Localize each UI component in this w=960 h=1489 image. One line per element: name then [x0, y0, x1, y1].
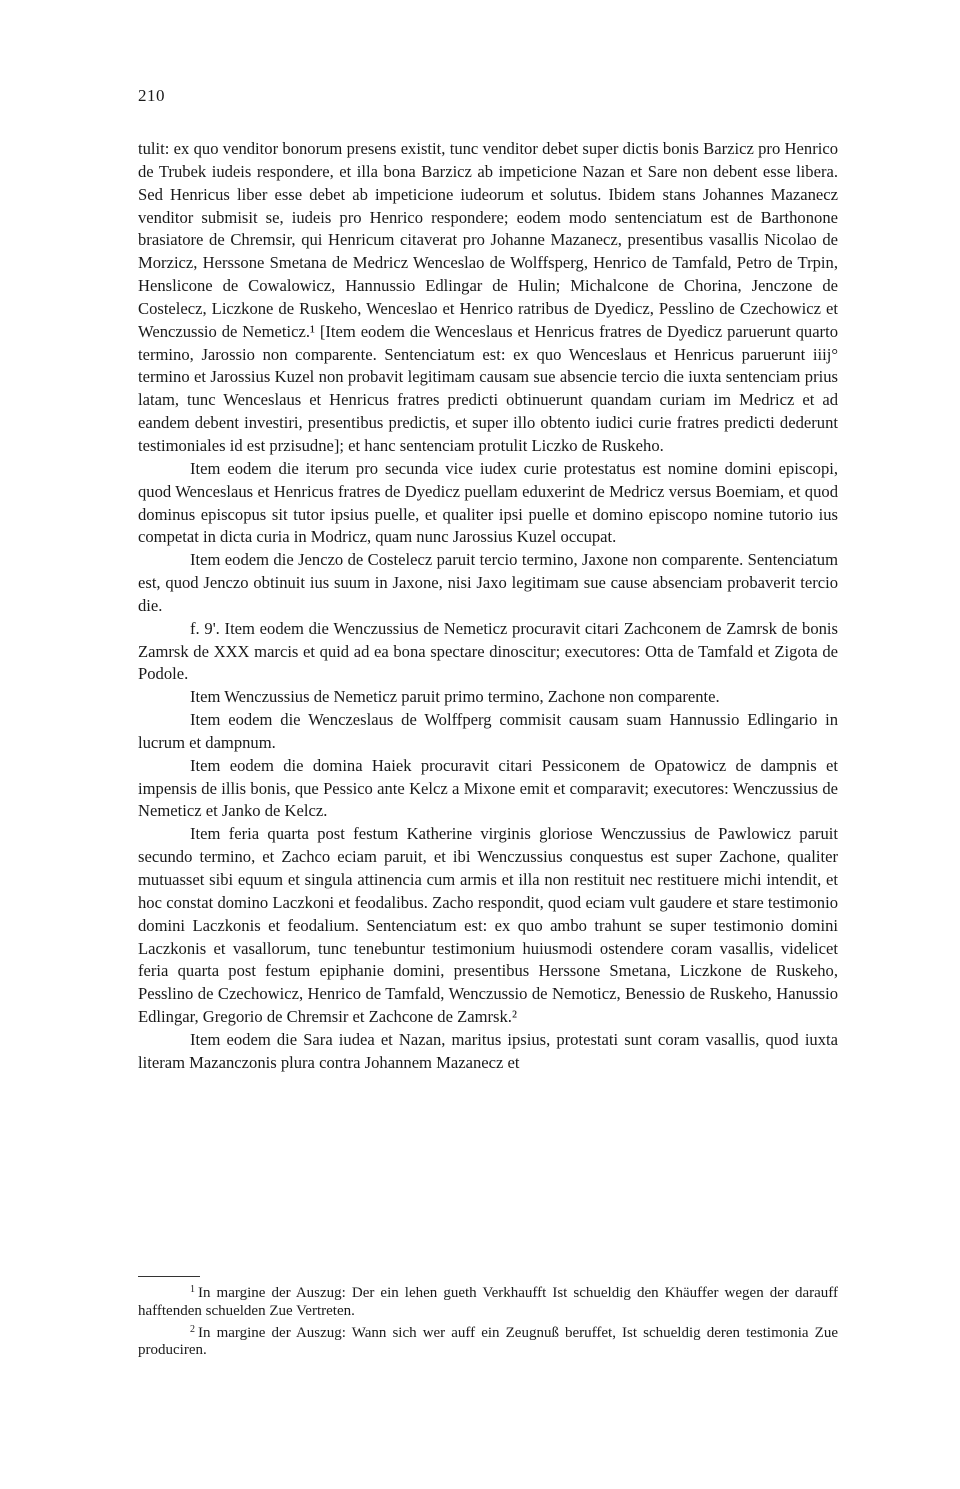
footnote-text: In margine der Auszug: Der ein lehen gueth Verkhaufft Ist schueldig den Khäuffer wegen der darauff hafftenden schuelden Zue Vertreten.: [138, 1285, 838, 1319]
paragraph: f. 9'. Item eodem die Wenczussius de Nemeticz procuravit citari Zachconem de Zamrsk de bonis Zamrsk de XXX marcis et quid ad ea bona spectare dinoscitur; executores: Otta de Tamfald et Zigota de Podole.: [138, 618, 838, 684]
footnote-mark: 1: [190, 1284, 195, 1295]
page-number: 210: [138, 86, 165, 105]
footnote-text: In margine der Auszug: Wann sich wer auff ein Zeugnuß beruffet, Ist schueldig deren testimonia Zue produciren.: [138, 1324, 838, 1359]
paragraph: Item eodem die Jenczo de Costelecz paruit tercio termino, Jaxone non comparente. Sentenciatum est, quod Jenczo obtinuit ius suum in Jaxone, nisi Jaxo legitimam sue cause absenciam probaverit tercio die.: [138, 550, 838, 615]
paragraph: Item eodem die Sara iudea et Nazan, maritus ipsius, protestati sunt coram vasallis, quod iuxta literam Mazanczonis plura contra Johannem Mazanecz et: [138, 1029, 838, 1072]
footnote-divider: [138, 1276, 200, 1277]
footnote: [138, 1321, 838, 1361]
paragraph: tulit: ex quo venditor bonorum presens existit, tunc venditor debet super dictis bonis Barzicz pro Henrico de Trubek iudeis respondere, et illa bona Barzicz ab impeticione Nazan et Sare non debent esse libera. Sed Henricus liber esse debet ab impeticione iudeorum et solutus. Ibidem stans Johannes Mazanecz venditor submisit se, iudeis pro Henrico respondere; eodem modo sentenciatum est de Barthonone brasiatore de Chremsir, qui Henricum citaverat pro Johanne Mazanecz, presentibus vasallis Nicolao de Morzicz, Herssone Smetana de Medricz Wenceslao de Wolffsperg, Henrico de Tamfald, Petro de Trpin, Henslicone de Cowalowicz, Hannussio Edlingar de Hulin; Michalcone de Chorina, Jenczone de Costelecz, Liczkone de Ruskeho, Wenceslao et Henrico ratribus de Dyedicz, Pesslino de Czechowicz et Wenczussio de Nemeticz.¹ [Item eodem die Wenceslaus et Henricus fratres de Dyedicz paruerunt quarto termino, Jarossio non comparente. Sentenciatum est: ex quo Wenceslaus et Henricus paruerunt iiij° termino et Jarossius Kuzel non probavit legitimam causam sue absencie tercio die iuxta sentenciam prius latam, tunc Wenceslaus et Henricus fratres predicti obtinuerunt quandam curiam im Medricz et ad eandem debent investiri, presentibus predictis, et super illo obtento iudici curie fratres predicti dederunt testimoniales id est przisudne]; et hanc sentenciam protulit Liczko de Ruskeho.: [138, 139, 838, 455]
paragraph: Item feria quarta post festum Katherine virginis gloriose Wenczussius de Pawlowicz paruit secundo termino, et Zachco eciam paruit, et ibi Wenczussius conquestus est super Zachone, qualiter mutuasset sibi equum et singula attinencia cum armis et illa non restituit nec restituere michi intendit, et hoc constat domino Laczkoni et feodalibus. Zacho respondit, quod eciam vult gaudere et stare testimonio domini Laczkonis et feodalium. Sentenciatum est: ex quo ambo trahunt se super testimonio domini Laczkonis et vasallorum, tunc tenebuntur testimonium huiusmodi ostendere coram vasallis, videlicet feria quarta post festum epiphanie domini, presentibus Herssone Smetana, Liczkone de Ruskeho, Pesslino de Czechowicz, Henrico de Tamfald, Wenczussio de Nemoticz, Benessio de Ruskeho, Hanussio Edlingar, Gregorio de Chremsir et Zachcone de Zamrsk.²: [138, 824, 838, 1027]
footnotes: [138, 1281, 838, 1360]
paragraph: Item Wenczussius de Nemeticz paruit primo termino, Zachone non comparente.: [190, 687, 720, 707]
main-text: [138, 138, 838, 1075]
footnote-mark: 2: [190, 1323, 195, 1335]
paragraph: Item eodem die domina Haiek procuravit citari Pessiconem de Opatowicz de dampnis et impensis de illis bonis, que Pessico ante Kelcz a Mixone emit et comparavit; executores: Wenczussius de Nemeticz et Janko de Kelcz.: [138, 755, 838, 821]
paragraph: Item eodem die iterum pro secunda vice iudex curie protestatus est nomine domini episcopi, quod Wenceslaus et Henricus fratres de Dyedicz puellam eduxerint de Medricz versus Boemiam, et quod dominus episcopus sit tutor ipsius puelle, et qualiter ipsi puelle et domino episcopo nomine tutorio ius competat in dicta curia in Modricz, quam nunc Jarossius Kuzel occupat.: [138, 458, 838, 547]
paragraph: Item eodem die Wenczeslaus de Wolffperg commisit causam suam Hannussio Edlingario in lucrum et dampnum.: [138, 710, 838, 752]
footnote: [138, 1281, 838, 1321]
